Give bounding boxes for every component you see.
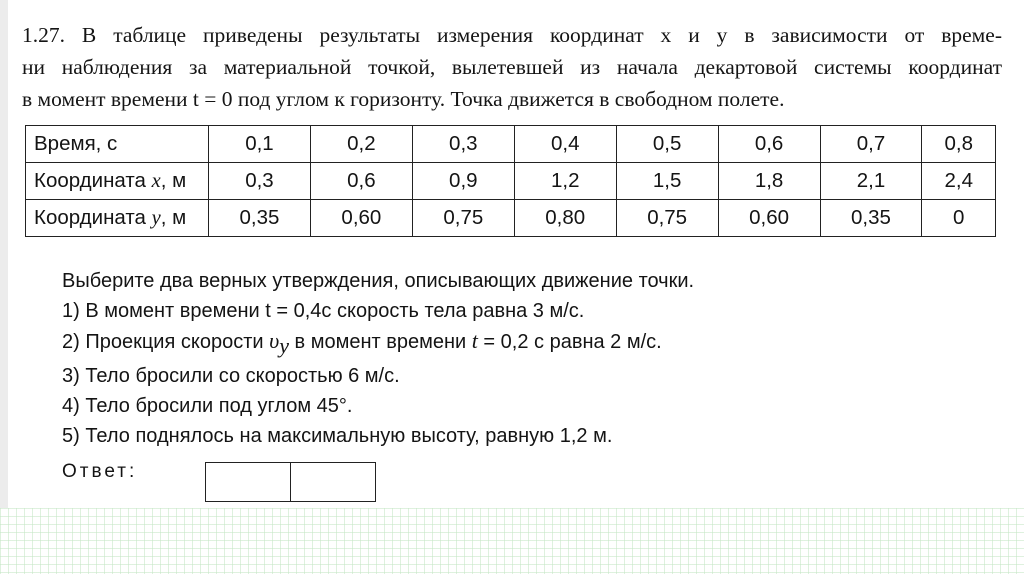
table-cell: 0,8 [922, 126, 996, 163]
table-cell: 0,75 [616, 200, 718, 237]
table-cell: 0,6 [310, 163, 412, 200]
table-row [26, 200, 996, 237]
table-cell: 0,3 [412, 126, 514, 163]
table-cell: 0,7 [820, 126, 922, 163]
table-cell: 1,2 [514, 163, 616, 200]
page-left-edge [0, 0, 8, 574]
table-cell: 0,80 [514, 200, 616, 237]
option-2-text-middle: в момент времени [288, 331, 472, 353]
row-header-y-suffix: , м [160, 206, 187, 229]
option-3: 3) Тело бросили со скоростью 6 м/с. [62, 365, 400, 387]
row-header-x-suffix: , м [160, 169, 187, 192]
velocity-subscript: y [279, 333, 289, 358]
time-variable: t [471, 328, 478, 353]
table-cell: 0,75 [412, 200, 514, 237]
table-cell: 0,1 [209, 126, 311, 163]
table-cell: 2,1 [820, 163, 922, 200]
table-cell: 0,60 [310, 200, 412, 237]
table-row [26, 126, 996, 163]
table-cell: 0,35 [820, 200, 922, 237]
problem-statement [22, 19, 1002, 115]
row-header-x [26, 163, 209, 200]
intro-line: в момент времени t = 0 под углом к горизонту. Точка движется в свободном полете. [22, 87, 785, 111]
option-5: 5) Тело поднялось на максимальную высоту, равную 1,2 м. [62, 425, 613, 447]
table-cell: 0,4 [514, 126, 616, 163]
table-row [26, 163, 996, 200]
table-cell: 0,2 [310, 126, 412, 163]
option-2 [62, 326, 962, 361]
measurement-table [25, 125, 996, 237]
table-cell: 0 [922, 200, 996, 237]
row-header-time: Время, с [26, 126, 209, 163]
background-grid [0, 508, 1024, 574]
table-cell: 0,35 [209, 200, 311, 237]
row-header-x-prefix: Координата [34, 169, 152, 192]
intro-line: 1.27. В таблице приведены результаты измерения координат x и y в зависимости от време- [22, 23, 1002, 47]
answer-box-2[interactable] [291, 462, 376, 502]
table-cell: 2,4 [922, 163, 996, 200]
table-cell: 1,8 [718, 163, 820, 200]
table-cell: 0,60 [718, 200, 820, 237]
intro-line: ни наблюдения за материальной точкой, вылетевшей из начала декартовой системы координат [22, 55, 1002, 79]
table-cell: 1,5 [616, 163, 718, 200]
table-cell: 0,6 [718, 126, 820, 163]
table-cell: 0,5 [616, 126, 718, 163]
answer-box-1[interactable] [205, 462, 291, 502]
option-2-text-before: 2) Проекция скорости [62, 331, 270, 353]
answer-label: Ответ: [62, 461, 138, 482]
table-cell: 0,3 [209, 163, 311, 200]
row-header-x-var: x [151, 170, 161, 192]
table-cell: 0,9 [412, 163, 514, 200]
option-4: 4) Тело бросили под углом 45°. [62, 395, 353, 417]
row-header-y-var: y [151, 207, 161, 229]
velocity-symbol: υ [269, 328, 280, 353]
row-header-y-prefix: Координата [34, 206, 152, 229]
option-1: 1) В момент времени t = 0,4с скорость тела равна 3 м/с. [62, 300, 585, 322]
question-prompt: Выберите два верных утверждения, описывающих движение точки. [62, 270, 695, 292]
question-block [62, 266, 962, 451]
row-header-y [26, 200, 209, 237]
option-2-text-after: = 0,2 с равна 2 м/с. [477, 331, 662, 353]
answer-boxes [205, 462, 376, 502]
